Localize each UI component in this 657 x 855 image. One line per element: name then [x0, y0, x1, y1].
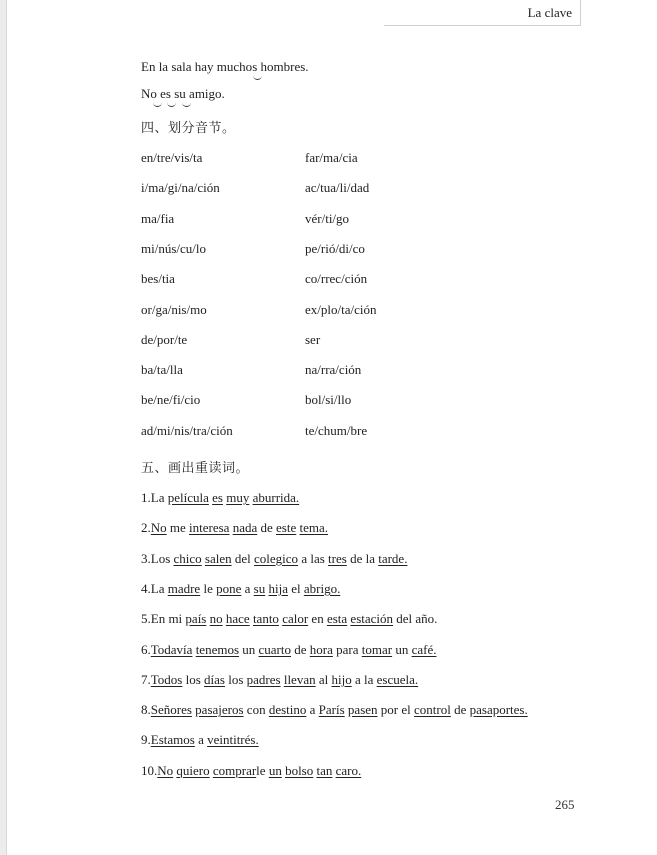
text-segment: un: [392, 641, 412, 657]
stressed-word: este: [276, 520, 297, 536]
text-segment: 10.: [141, 762, 158, 778]
syllable-item: te/chum/bre: [305, 422, 368, 438]
section-5-heading: 五、画出重读词。: [141, 461, 250, 476]
text-segment: a la: [351, 671, 377, 687]
stressed-word: hija: [268, 580, 288, 596]
stressed-word: tenemos: [195, 641, 240, 657]
syllable-item: ma/fia: [141, 210, 175, 226]
stressed-word: destino: [268, 702, 307, 718]
page-number: 265: [555, 797, 575, 812]
stressed-word: estación: [350, 611, 394, 627]
stressed-word: no: [209, 611, 223, 627]
syllable-item: bol/si/llo: [305, 392, 352, 408]
stressed-word: pasen: [347, 702, 378, 718]
sentence-6: [141, 642, 436, 658]
sentence-7: [141, 672, 418, 688]
syllable-item: bes/tia: [141, 271, 175, 287]
text-segment: 4.La: [141, 580, 168, 596]
syllable-item: ex/plo/ta/ción: [305, 301, 377, 317]
sentence-8: [141, 702, 528, 718]
text-segment: o: [150, 86, 157, 101]
stressed-word: su: [253, 580, 266, 596]
text-segment: 8.: [141, 702, 151, 718]
text-segment: con: [243, 702, 269, 718]
text-segment: amigo.: [185, 86, 225, 101]
text-segment: a: [194, 732, 208, 748]
stressed-word: hijo: [331, 671, 352, 687]
stressed-word: control: [414, 702, 451, 718]
text-segment: de: [450, 702, 470, 718]
sentence-4: [141, 581, 340, 597]
stressed-word: tema.: [299, 520, 329, 536]
stressed-word: abrigo.: [303, 580, 341, 596]
stressed-word: Señores: [150, 702, 192, 718]
text-segment: s: [252, 59, 258, 74]
stressed-word: No: [157, 762, 174, 778]
text-segment: de: [291, 641, 310, 657]
stressed-word: esta: [326, 611, 348, 627]
text-segment: de la: [346, 550, 379, 566]
syllable-item: i/ma/gi/na/ción: [141, 180, 220, 196]
stressed-word: No: [150, 520, 167, 536]
syllable-item: or/ga/nis/mo: [141, 301, 207, 317]
stressed-word: tan: [316, 762, 333, 778]
text-segment: del año.: [393, 611, 438, 627]
stressed-word: Todavía: [150, 641, 193, 657]
syllable-item: ac/tua/li/dad: [305, 180, 370, 196]
stressed-word: tomar: [361, 641, 393, 657]
stressed-word: llevan: [283, 671, 316, 687]
stressed-word: calor: [282, 611, 309, 627]
sentence-3: [141, 551, 407, 567]
stressed-word: comprar: [212, 762, 257, 778]
syllable-item: ad/mi/nis/tra/ción: [141, 422, 233, 438]
stressed-word: pasajeros: [195, 702, 244, 718]
stressed-word: escuela.: [376, 671, 419, 687]
text-segment: los: [182, 671, 205, 687]
text-segment: 2.: [141, 520, 151, 536]
syllable-item: far/ma/cia: [305, 150, 358, 165]
syllable-item: na/rra/ción: [305, 362, 362, 378]
sentence-2: [141, 520, 328, 536]
stressed-word: es: [212, 490, 223, 505]
sentence-10: [141, 763, 361, 779]
intro-line: [141, 59, 309, 75]
section-4-heading: 四、划分音节。: [141, 121, 236, 136]
stressed-word: hace: [225, 611, 250, 627]
text-segment: los: [224, 671, 247, 687]
stressed-word: quiero: [176, 762, 210, 778]
syllable-item: co/rrec/ción: [305, 271, 368, 287]
syllable-item: ser: [305, 331, 321, 347]
stressed-word: nada: [232, 520, 258, 536]
stressed-word: caro.: [335, 762, 362, 778]
text-segment: u: [179, 86, 186, 101]
stressed-word: salen: [204, 550, 232, 566]
text-segment: hombres.: [257, 59, 309, 74]
stressed-word: pasaportes.: [469, 702, 528, 718]
stressed-word: padres: [246, 671, 281, 687]
text-segment: 1.La: [141, 490, 168, 505]
stressed-word: un: [268, 762, 282, 778]
stressed-word: colegico: [254, 550, 299, 566]
stressed-word: pone: [216, 580, 242, 596]
syllable-item: de/por/te: [141, 331, 188, 347]
stressed-word: película: [167, 490, 209, 505]
text-segment: le: [256, 762, 269, 778]
running-header: [384, 0, 581, 26]
text-segment: a las: [298, 550, 329, 566]
text-segment: a: [306, 702, 319, 718]
stressed-word: tanto: [252, 611, 279, 627]
stressed-word: interesa: [189, 520, 230, 536]
sentence-1: [141, 490, 299, 506]
text-segment: 9.: [141, 732, 151, 748]
stressed-word: muy: [226, 490, 250, 505]
stressed-word: días: [204, 671, 225, 687]
syllable-item: ba/ta/lla: [141, 362, 183, 378]
stressed-word: París: [318, 702, 345, 718]
text-segment: En la sala hay mucho: [141, 59, 253, 74]
syllable-item: mi/nús/cu/lo: [141, 240, 206, 256]
text-segment: N: [141, 86, 151, 101]
running-header-title: La clave: [527, 5, 572, 20]
stressed-word: tarde.: [378, 550, 408, 566]
text-segment: a: [241, 580, 254, 596]
syllable-item: be/ne/fi/cio: [141, 392, 201, 408]
text-segment: 3.Los: [141, 550, 174, 566]
stressed-word: hora: [309, 641, 333, 657]
page-left-edge: [0, 0, 7, 855]
text-segment: en: [308, 611, 327, 627]
text-segment: s: [165, 86, 171, 101]
stressed-word: bolso: [285, 762, 314, 778]
syllable-item: en/tre/vis/ta: [141, 150, 203, 165]
stressed-word: país: [185, 611, 207, 627]
stressed-word: madre: [167, 580, 201, 596]
text-segment: del: [231, 550, 255, 566]
stressed-word: tres: [328, 550, 347, 566]
text-segment: e: [156, 86, 166, 101]
text-segment: el: [287, 580, 304, 596]
syllable-item: vér/ti/go: [305, 210, 350, 226]
text-segment: de: [257, 520, 277, 536]
text-segment: al: [315, 671, 332, 687]
sentence-9: [141, 732, 259, 748]
text-segment: 5.En mi: [141, 611, 186, 627]
stressed-word: veintitrés.: [207, 732, 259, 748]
stressed-word: aburrida.: [252, 490, 300, 505]
stressed-word: cuarto: [258, 641, 291, 657]
text-segment: me: [166, 520, 190, 536]
text-segment: un: [239, 641, 259, 657]
syllable-item: pe/rió/di/co: [305, 240, 365, 256]
stressed-word: Estamos: [150, 732, 195, 748]
text-segment: le: [200, 580, 217, 596]
text-segment: por el: [377, 702, 414, 718]
stressed-word: chico: [173, 550, 202, 566]
intro-line: [141, 86, 225, 102]
stressed-word: Todos: [150, 671, 183, 687]
text-segment: 7.: [141, 671, 151, 687]
text-segment: 6.: [141, 641, 151, 657]
stressed-word: café.: [411, 641, 437, 657]
text-segment: s: [170, 86, 180, 101]
sentence-5: [141, 611, 437, 627]
text-segment: para: [332, 641, 362, 657]
